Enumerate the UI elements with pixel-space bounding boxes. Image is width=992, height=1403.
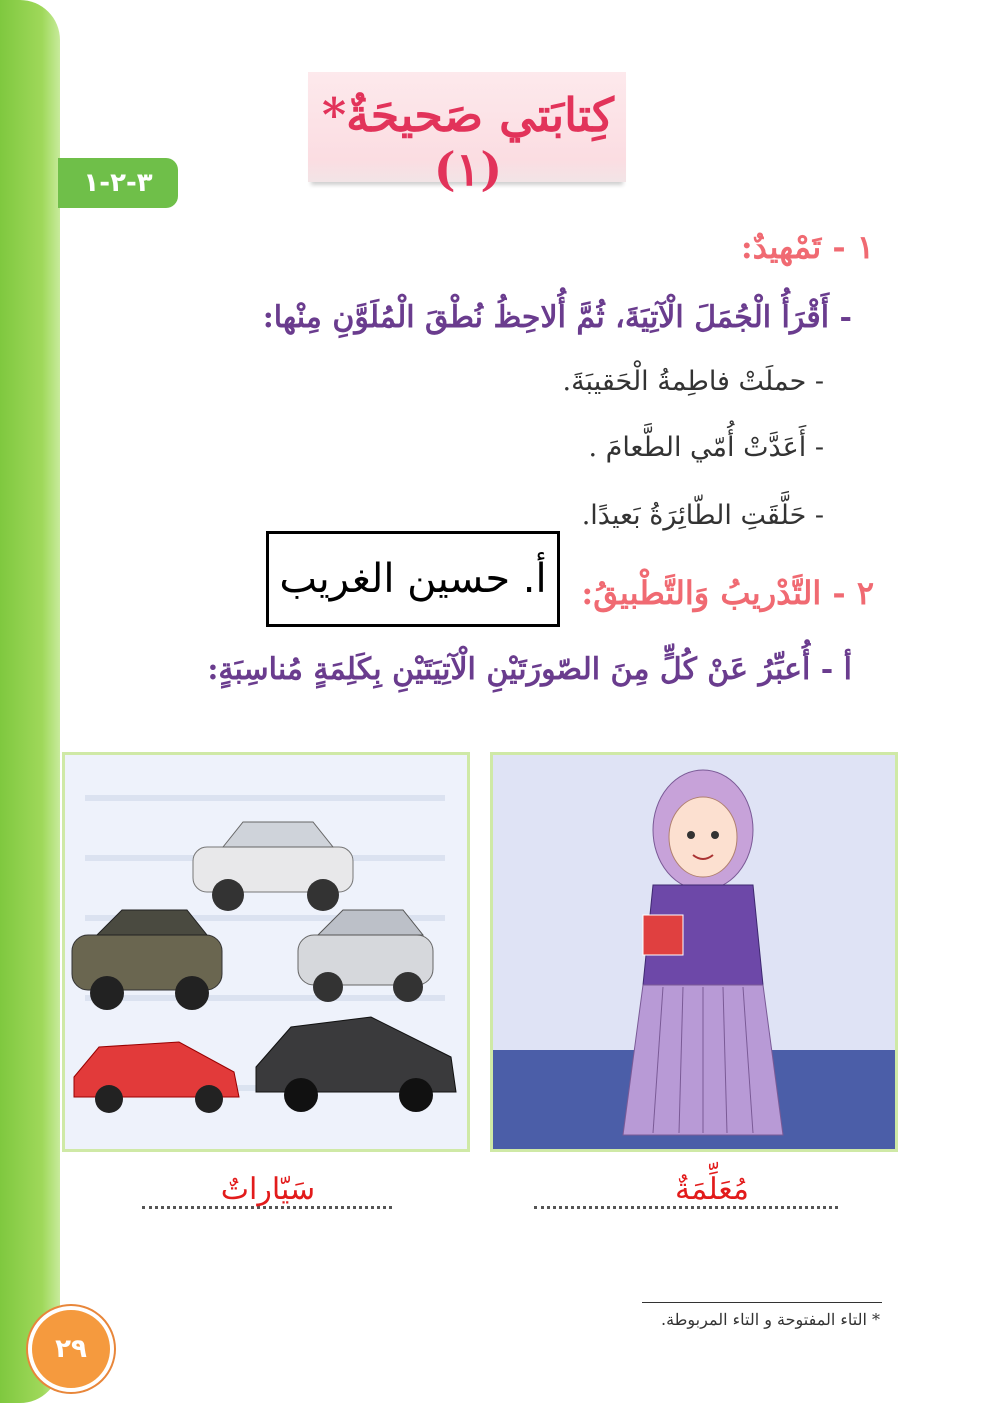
section1-instruction: - أَقْرَأُ الْجُمَلَ الْآتِيَةَ، ثُمَّ أُلاحِظُ نُطْقَ الْمُلَوَّنِ مِنْها:: [262, 300, 852, 335]
footnote-divider: [642, 1302, 882, 1303]
section2-heading: ٢ - التَّدْريبُ وَالتَّطْبيقُ:: [581, 574, 874, 612]
green-side-band: [0, 0, 60, 1403]
sentence-1: - حملَتْ فاطِمةُ الْحَقيبَةَ.: [562, 366, 824, 397]
page-title: كِتابَتي صَحيحَةٌ* (١): [322, 88, 614, 196]
answer-left[interactable]: سَيّاراتٌ: [220, 1172, 316, 1207]
section1-heading: ١ - تَمْهيدٌ:: [740, 228, 874, 266]
lesson-code-badge: ٣-٢-١: [58, 158, 178, 208]
sentence-2: - أَعَدَّتْ أُمّي الطَّعامَ .: [588, 432, 824, 463]
section2-instruction: أ - أُعبِّرُ عَنْ كُلٍّ مِنَ الصّورَتَيْنِ الْآتِيَتَيْنِ بِكَلِمَةٍ مُناسِبَةٍ:: [207, 652, 852, 687]
answer-right[interactable]: مُعَلِّمَةٌ: [675, 1172, 749, 1207]
cars-image: [62, 752, 470, 1152]
sentence-3: - حَلَّقَتِ الطّائِرَةُ بَعيدًا.: [581, 500, 824, 531]
teacher-illustration: [493, 755, 895, 1149]
teacher-image: [490, 752, 898, 1152]
author-stamp: أ. حسين الغريب: [266, 531, 560, 627]
footnote: * التاء المفتوحة و التاء المربوطة.: [661, 1310, 880, 1329]
page-number: ٢٩: [28, 1306, 114, 1392]
cars-illustration: [65, 755, 467, 1149]
